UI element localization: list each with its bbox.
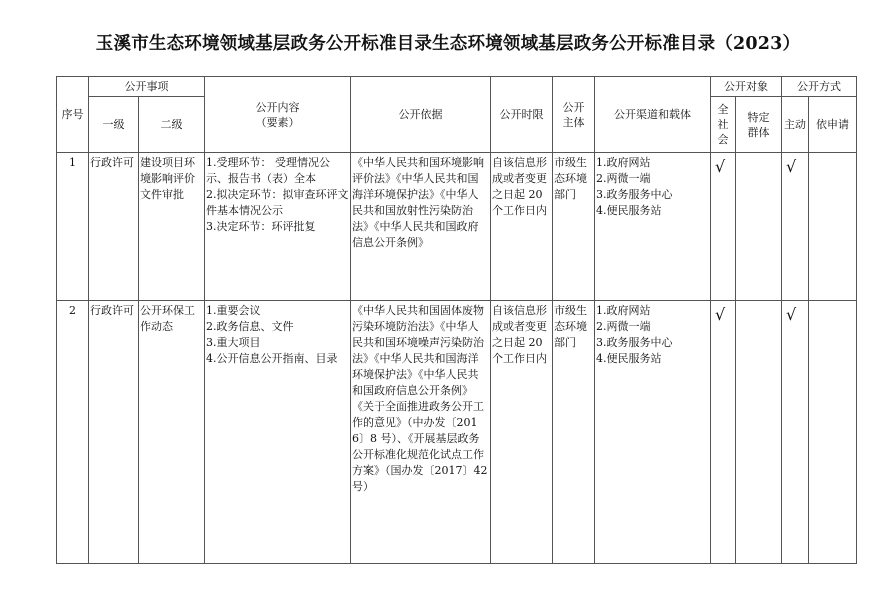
cell-content: 1.受理环节： 受理情况公示、报告书（表）全本 2.拟决定环节：拟审查环评文件基本情况公示 3.决定环节：环评批复 [205, 153, 351, 301]
header-content: 公开内容 （要素） [205, 77, 351, 153]
cell-subject: 市级生态环境部门 [553, 301, 595, 564]
check-mark-icon [810, 155, 855, 159]
header-subject: 公开 主体 [553, 77, 595, 153]
header-time-limit: 公开时限 [491, 77, 553, 153]
cell-level2: 公开环保工作动态 [139, 301, 205, 564]
cell-specific-group [736, 301, 782, 564]
header-on-request: 依申请 [809, 97, 857, 153]
header-level1: 一级 [89, 97, 139, 153]
header-whole-society: 全 社 会 [711, 97, 736, 153]
cell-level1: 行政许可 [89, 153, 139, 301]
cell-on-request [809, 153, 857, 301]
cell-active [782, 153, 809, 301]
cell-subject: 市级生态环境部门 [553, 153, 595, 301]
page-title: 玉溪市生态环境领域基层政务公开标准目录生态环境领域基层政务公开标准目录（2023） [95, 34, 801, 54]
header-basis: 公开依据 [351, 77, 491, 153]
check-mark-icon: √ [715, 305, 726, 324]
cell-time-limit: 自该信息形成或者变更之日起 20 个工作日内 [491, 153, 553, 301]
cell-level1: 行政许可 [89, 301, 139, 564]
standard-catalog-table [56, 76, 857, 564]
header-level2: 二级 [139, 97, 205, 153]
header-target-group: 公开对象 [711, 77, 782, 97]
cell-channel: 1.政府网站 2.两微一端 3.政务服务中心 4.便民服务站 [595, 301, 711, 564]
check-mark-icon: √ [786, 305, 797, 324]
check-mark-icon: √ [786, 157, 797, 176]
header-method-group: 公开方式 [782, 77, 857, 97]
table-row [57, 153, 857, 301]
cell-time-limit: 自该信息形成或者变更之日起 20 个工作日内 [491, 301, 553, 564]
cell-channel: 1.政府网站 2.两微一端 3.政务服务中心 4.便民服务站 [595, 153, 711, 301]
check-mark-icon [737, 155, 780, 159]
cell-seq: 1 [57, 153, 89, 301]
header-active: 主动 [782, 97, 809, 153]
header-seq: 序号 [57, 77, 89, 153]
check-mark-icon [810, 303, 855, 307]
cell-basis: 《中华人民共和国固体废物污染环境防治法》《中华人民共和国环境噪声污染防治法》《中华人民共和国海洋环境保护法》《中华人民共和国政府信息公开条例》《关于全面推进政务公开工作的意见》（中办发〔2016〕8 号）、《开展基层政务公开标准化规范化试点工作方案》（国办发〔2017〕42 号） [351, 301, 491, 564]
cell-active [782, 301, 809, 564]
header-channel: 公开渠道和载体 [595, 77, 711, 153]
header-specific-group: 特定 群体 [736, 97, 782, 153]
cell-basis: 《中华人民共和国环境影响评价法》《中华人民共和国海洋环境保护法》《中华人民共和国放射性污染防治法》《中华人民共和国政府信息公开条例》 [351, 153, 491, 301]
check-mark-icon [737, 303, 780, 307]
check-mark-icon: √ [715, 157, 726, 176]
cell-whole-society [711, 153, 736, 301]
cell-seq: 2 [57, 301, 89, 564]
table-row [57, 301, 857, 564]
header-items-group: 公开事项 [89, 77, 205, 97]
cell-content: 1.重要会议 2.政务信息、文件 3.重大项目 4.公开信息公开指南、目录 [205, 301, 351, 564]
cell-level2: 建设项目环境影响评价文件审批 [139, 153, 205, 301]
cell-on-request [809, 301, 857, 564]
cell-specific-group [736, 153, 782, 301]
cell-whole-society [711, 301, 736, 564]
